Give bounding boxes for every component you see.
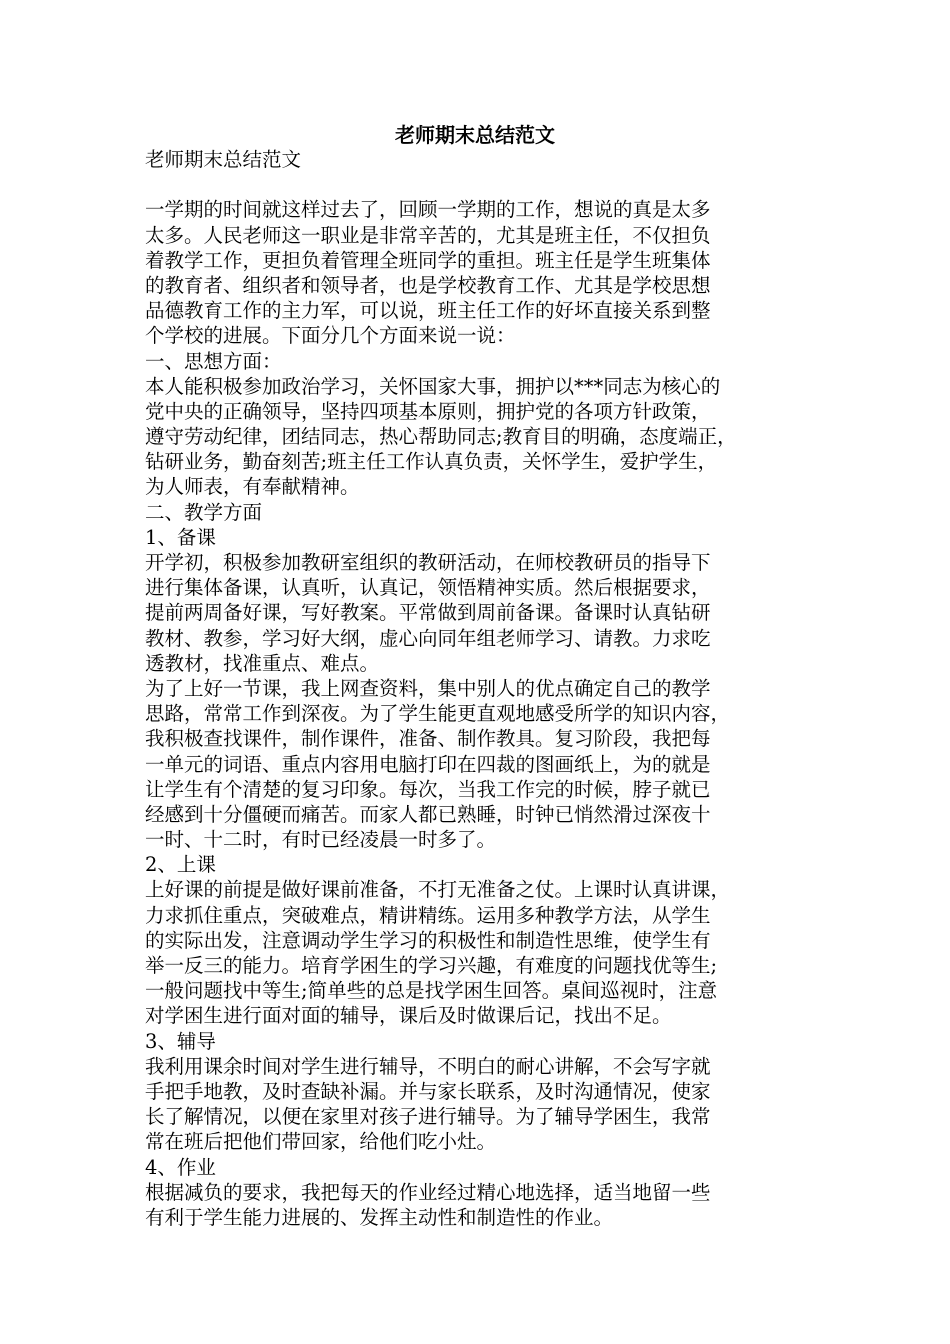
text-line: 开学初，积极参加教研室组织的教研活动，在师校教研员的指导下	[145, 551, 711, 574]
text-line: 上好课的前提是做好课前准备，不打无准备之仗。上课时认真讲课，	[145, 878, 731, 902]
text-line: 遵守劳动纪律，团结同志，热心帮助同志;教育目的明确，态度端正，	[145, 425, 737, 449]
text-line: 我积极查找课件，制作课件，准备、制作教具。复习阶段，我把每	[145, 727, 711, 751]
text-line: 手把手地教，及时查缺补漏。并与家长联系，及时沟通情况，使家	[145, 1079, 711, 1103]
text-line: 品德教育工作的主力军，可以说，班主任工作的好坏直接关系到整	[145, 299, 711, 323]
text-line: 本人能积极参加政治学习，关怀国家大事，拥护以***同志为核心的	[145, 374, 721, 398]
text-line: 根据减负的要求，我把每天的作业经过精心地选择，适当地留一些	[145, 1180, 711, 1204]
text-line: 一、思想方面：	[145, 349, 282, 373]
text-line: 一学期的时间就这样过去了，回顾一学期的工作，想说的真是太多	[145, 198, 711, 222]
text-line: 为人师表，有奉献精神。	[145, 475, 360, 499]
document-title: 老师期末总结范文	[395, 123, 555, 147]
text-line: 钻研业务，勤奋刻苦;班主任工作认真负责，关怀学生，爱护学生，	[145, 450, 718, 474]
text-line: 进行集体备课，认真听，认真记，领悟精神实质。然后根据要求，	[145, 576, 711, 600]
text-line: 思路，常常工作到深夜。为了学生能更直观地感受所学的知识内容，	[145, 702, 731, 726]
text-line: 让学生有个清楚的复习印象。每次，当我工作完的时候，脖子就已	[145, 777, 711, 801]
document-body	[145, 147, 817, 1230]
text-line: 3、辅导	[145, 1029, 216, 1053]
text-line: 透教材，找准重点、难点。	[145, 651, 380, 675]
text-line: 一时、十二时，有时已经凌晨一时多了。	[145, 828, 497, 852]
text-line: 4、作业	[145, 1155, 216, 1179]
text-line: 1、备课	[145, 525, 216, 549]
text-line: 一般问题找中等生;简单些的总是找学困生回答。桌间巡视时，注意	[145, 979, 718, 1003]
text-line: 的教育者、组织者和领导者，也是学校教育工作、尤其是学校思想	[145, 273, 711, 297]
text-line: 着教学工作，更担负着管理全班同学的重担。班主任是学生班集体	[145, 248, 711, 272]
text-line: 老师期末总结范文	[145, 148, 302, 171]
text-line: 党中央的正确领导，坚持四项基本原则，拥护党的各项方针政策，	[145, 399, 711, 423]
text-line: 2、上课	[145, 853, 216, 877]
text-line: 教材、教参，学习好大纲，虚心向同年组老师学习、请教。力求吃	[145, 626, 711, 650]
text-line: 对学困生进行面对面的辅导，课后及时做课后记，找出不足。	[145, 1004, 672, 1028]
text-line: 有利于学生能力进展的、发挥主动性和制造性的作业。	[145, 1205, 614, 1229]
text-line: 二、教学方面	[145, 500, 263, 524]
text-line: 长了解情况，以便在家里对孩子进行辅导。为了辅导学困生，我常	[145, 1105, 711, 1129]
text-line: 我利用课余时间对学生进行辅导，不明白的耐心讲解，不会写字就	[145, 1054, 711, 1078]
text-line: 个学校的进展。下面分几个方面来说一说：	[145, 324, 516, 348]
blank-line	[145, 172, 817, 197]
text-line: 经感到十分僵硬而痛苦。而家人都已熟睡，时钟已悄然滑过深夜十	[145, 802, 711, 826]
text-line: 为了上好一节课，我上网查资料，集中别人的优点确定自己的教学	[145, 676, 711, 700]
text-line: 提前两周备好课，写好教案。平常做到周前备课。备课时认真钻研	[145, 601, 711, 625]
text-line: 举一反三的能力。培育学困生的学习兴趣，有难度的问题找优等生;	[145, 954, 718, 977]
text-line: 的实际出发，注意调动学生学习的积极性和制造性思维，使学生有	[145, 928, 711, 952]
text-line: 太多。人民老师这一职业是非常辛苦的，尤其是班主任，不仅担负	[145, 223, 711, 247]
text-line: 力求抓住重点，突破难点，精讲精练。运用多种教学方法，从学生	[145, 903, 711, 927]
text-line: 常在班后把他们带回家，给他们吃小灶。	[145, 1130, 497, 1154]
text-line: 一单元的词语、重点内容用电脑打印在四裁的图画纸上，为的就是	[145, 752, 711, 776]
